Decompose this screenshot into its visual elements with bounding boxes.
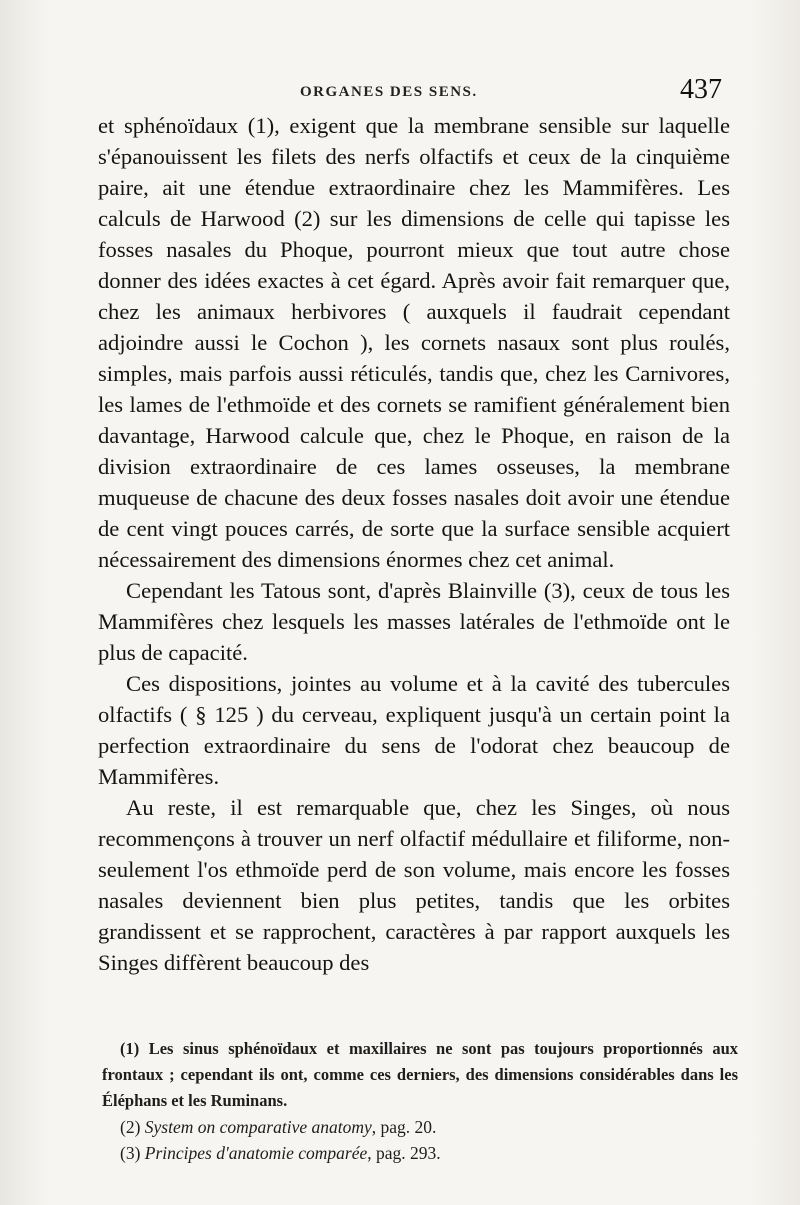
footnote-2-rest: , pag. 20. — [371, 1117, 437, 1137]
footnote-3-title: Principes d'anatomie comparée — [144, 1143, 368, 1163]
paragraph: et sphénoïdaux (1), exigent que la membrane sensible sur laquelle s'épanouissent les filets des nerfs olfactifs et ceux de la cinquième paire, ait une étendue extraordinaire chez les Mammifères. Les calculs de Harwood (2) sur les dimensions de celle qui tapisse les fosses nasales du Phoque, pourront mieux que tout autre chose donner des idées exactes à cet égard. Après avoir fait remarquer que, chez les animaux herbivores ( auxquels il faudrait cependant adjoindre aussi le Cochon ), les cornets nasaux sont plus roulés, simples, mais parfois aussi réticulés, tandis que, chez les Carnivores, les lames de l'ethmoïde et des cornets se ramifient généralement bien davantage, Harwood calcule que, chez le Phoque, en raison de la division extraordinaire de ces lames osseuses, la membrane muqueuse de chacune des deux fosses nasales doit avoir une étendue de cent vingt pouces carrés, de sorte que la surface sensible acquiert nécessairement des dimensions énormes chez cet animal. — [98, 113, 730, 572]
footnote-2-title: System on comparative anatomy — [144, 1117, 372, 1137]
footnote-1: (1) Les sinus sphénoïdaux et maxillaires ne sont pas toujours proportionnés aux frontaux ; cependant ils ont, comme ces derniers, des dimensions considérables dans les Éléphans et les Ruminans. — [102, 1039, 738, 1110]
footnote-2-marker: (2) — [120, 1117, 141, 1137]
footnotes — [102, 1036, 738, 1166]
footnote-3-marker: (3) — [120, 1143, 141, 1163]
footnote-2 — [102, 1114, 738, 1140]
paragraph: Au reste, il est remarquable que, chez les Singes, où nous recommençons à trouver un nerf olfactif médullaire et filiforme, non-seulement l'os ethmoïde perd de son volume, mais encore les fosses nasales deviennent bien plus petites, tandis que les orbites grandissent et se rapprochent, caractères à par rapport auxquels les Singes diffèrent beaucoup des — [98, 795, 730, 975]
paragraph: Cependant les Tatous sont, d'après Blainville (3), ceux de tous les Mammifères chez lesquels les masses latérales de l'ethmoïde ont le plus de capacité. — [98, 578, 730, 665]
footnote-3-rest: , pag. 293. — [367, 1143, 441, 1163]
main-text — [98, 110, 730, 978]
page-number: 437 — [680, 74, 722, 105]
paragraph: Ces dispositions, jointes au volume et à la cavité des tubercules olfactifs ( § 125 ) du cerveau, expliquent jusqu'à un certain point la perfection extraordinaire du sens de l'odorat chez beaucoup de Mammifères. — [98, 671, 730, 789]
footnote-3 — [102, 1140, 738, 1166]
running-head: ORGANES DES SENS. — [300, 84, 478, 100]
